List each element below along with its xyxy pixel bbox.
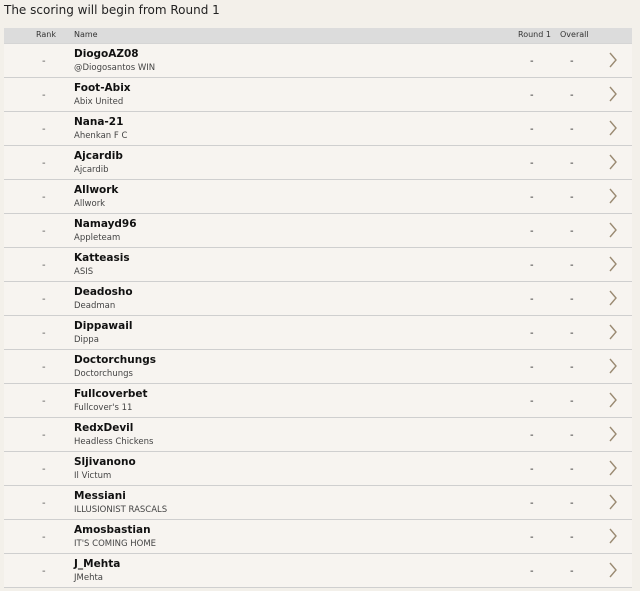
table-row[interactable]: [4, 78, 632, 112]
header-overall: Overall: [560, 30, 589, 39]
table-body: [4, 43, 632, 588]
row-player-name: Amosbastian: [74, 524, 151, 536]
table-row[interactable]: [4, 43, 632, 78]
row-team-name: Ajcardib: [74, 165, 109, 175]
chevron-right-icon[interactable]: [608, 528, 618, 544]
chevron-right-icon[interactable]: [608, 460, 618, 476]
row-round-score: -: [530, 294, 534, 305]
row-player-name: Foot-Abix: [74, 82, 131, 94]
chevron-right-icon[interactable]: [608, 324, 618, 340]
row-overall-score: -: [570, 430, 574, 441]
row-overall-score: -: [570, 124, 574, 135]
row-rank: -: [42, 464, 46, 475]
row-round-score: -: [530, 56, 534, 67]
header-name: Name: [74, 30, 98, 39]
row-rank: -: [42, 498, 46, 509]
row-player-name: Fullcoverbet: [74, 388, 148, 400]
table-row[interactable]: [4, 214, 632, 248]
row-overall-score: -: [570, 498, 574, 509]
row-overall-score: -: [570, 192, 574, 203]
row-player-name: Allwork: [74, 184, 119, 196]
row-team-name: Doctorchungs: [74, 369, 133, 379]
row-rank: -: [42, 532, 46, 543]
row-rank: -: [42, 566, 46, 577]
row-round-score: -: [530, 464, 534, 475]
row-overall-score: -: [570, 294, 574, 305]
row-rank: -: [42, 260, 46, 271]
row-player-name: Katteasis: [74, 252, 130, 264]
row-player-name: Deadosho: [74, 286, 133, 298]
row-round-score: -: [530, 566, 534, 577]
row-overall-score: -: [570, 158, 574, 169]
row-round-score: -: [530, 192, 534, 203]
row-round-score: -: [530, 396, 534, 407]
row-round-score: -: [530, 124, 534, 135]
row-team-name: @Diogosantos WIN: [74, 63, 156, 73]
row-team-name: ASIS: [74, 267, 94, 277]
row-player-name: Ajcardib: [74, 150, 123, 162]
row-overall-score: -: [570, 328, 574, 339]
row-player-name: Doctorchungs: [74, 354, 156, 366]
row-team-name: Allwork: [74, 199, 106, 209]
chevron-right-icon[interactable]: [608, 222, 618, 238]
row-rank: -: [42, 396, 46, 407]
row-team-name: IT'S COMING HOME: [74, 539, 157, 549]
row-team-name: Fullcover's 11: [74, 403, 133, 413]
chevron-right-icon[interactable]: [608, 426, 618, 442]
row-player-name: Dippawail: [74, 320, 133, 332]
row-overall-score: -: [570, 56, 574, 67]
row-overall-score: -: [570, 362, 574, 373]
table-row[interactable]: [4, 520, 632, 554]
row-rank: -: [42, 158, 46, 169]
row-team-name: Il Victum: [74, 471, 112, 481]
table-row[interactable]: [4, 486, 632, 520]
row-round-score: -: [530, 498, 534, 509]
table-row[interactable]: [4, 282, 632, 316]
row-overall-score: -: [570, 260, 574, 271]
row-team-name: Ahenkan F C: [74, 131, 128, 141]
row-team-name: JMehta: [74, 573, 103, 583]
row-team-name: Deadman: [74, 301, 116, 311]
row-team-name: ILLUSIONIST RASCALS: [74, 505, 168, 515]
row-round-score: -: [530, 90, 534, 101]
row-round-score: -: [530, 260, 534, 271]
chevron-right-icon[interactable]: [608, 52, 618, 68]
row-team-name: Appleteam: [74, 233, 121, 243]
header-round: Round 1: [518, 30, 551, 39]
table-header: [4, 28, 632, 43]
chevron-right-icon[interactable]: [608, 86, 618, 102]
table-row[interactable]: [4, 248, 632, 282]
chevron-right-icon[interactable]: [608, 358, 618, 374]
row-rank: -: [42, 362, 46, 373]
row-player-name: DiogoAZ08: [74, 48, 139, 60]
row-rank: -: [42, 430, 46, 441]
row-round-score: -: [530, 158, 534, 169]
table-row[interactable]: [4, 554, 632, 588]
row-overall-score: -: [570, 90, 574, 101]
row-rank: -: [42, 124, 46, 135]
row-overall-score: -: [570, 396, 574, 407]
row-player-name: Namayd96: [74, 218, 137, 230]
row-round-score: -: [530, 430, 534, 441]
header-rank: Rank: [36, 30, 56, 39]
row-team-name: Headless Chickens: [74, 437, 154, 447]
row-rank: -: [42, 226, 46, 237]
row-rank: -: [42, 294, 46, 305]
table-row[interactable]: [4, 180, 632, 214]
table-row[interactable]: [4, 418, 632, 452]
chevron-right-icon[interactable]: [608, 290, 618, 306]
row-rank: -: [42, 56, 46, 67]
table-row[interactable]: [4, 112, 632, 146]
table-row[interactable]: [4, 316, 632, 350]
row-rank: -: [42, 90, 46, 101]
chevron-right-icon[interactable]: [608, 188, 618, 204]
row-player-name: Nana-21: [74, 116, 124, 128]
row-rank: -: [42, 328, 46, 339]
row-team-name: Abix United: [74, 97, 124, 107]
table-row[interactable]: [4, 452, 632, 486]
chevron-right-icon[interactable]: [608, 392, 618, 408]
row-player-name: J_Mehta: [74, 558, 121, 570]
row-overall-score: -: [570, 532, 574, 543]
table-row[interactable]: [4, 350, 632, 384]
row-overall-score: -: [570, 226, 574, 237]
row-player-name: RedxDevil: [74, 422, 134, 434]
row-round-score: -: [530, 532, 534, 543]
row-overall-score: -: [570, 566, 574, 577]
row-round-score: -: [530, 362, 534, 373]
chevron-right-icon[interactable]: [608, 154, 618, 170]
table-row[interactable]: [4, 384, 632, 418]
table-row[interactable]: [4, 146, 632, 180]
row-round-score: -: [530, 328, 534, 339]
standings-table: [4, 28, 632, 588]
row-round-score: -: [530, 226, 534, 237]
row-player-name: Messiani: [74, 490, 126, 502]
row-team-name: Dippa: [74, 335, 99, 345]
row-player-name: Sljivanono: [74, 456, 136, 468]
row-rank: -: [42, 192, 46, 203]
chevron-right-icon[interactable]: [608, 562, 618, 578]
chevron-right-icon[interactable]: [608, 494, 618, 510]
chevron-right-icon[interactable]: [608, 120, 618, 136]
chevron-right-icon[interactable]: [608, 256, 618, 272]
row-overall-score: -: [570, 464, 574, 475]
scoring-notice: The scoring will begin from Round 1: [4, 3, 220, 17]
